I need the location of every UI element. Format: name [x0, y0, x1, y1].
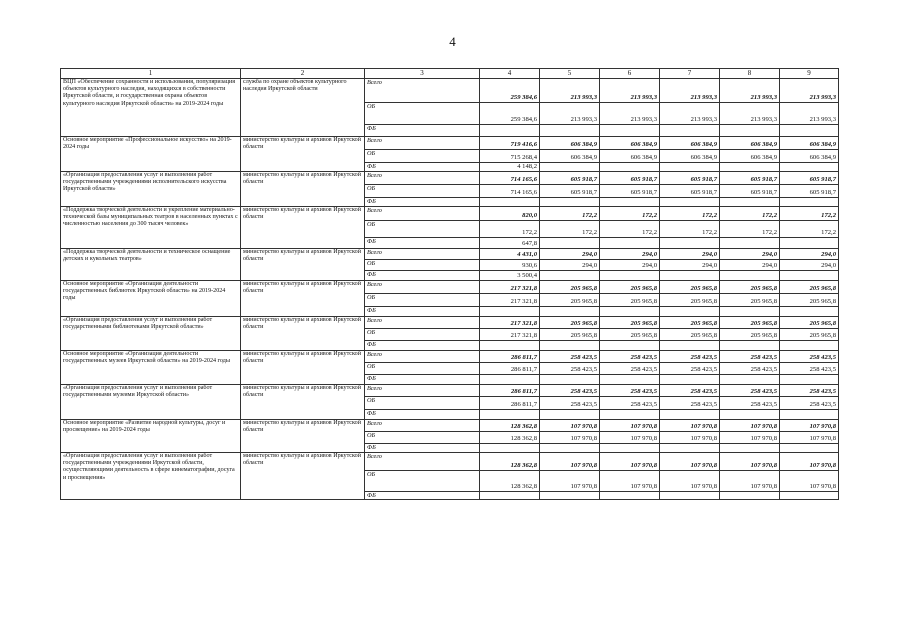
amount-cell: 107 970,8: [600, 432, 660, 444]
amount-cell: 258 423,5: [600, 385, 660, 397]
amount-cell: 4 148,2: [480, 163, 540, 172]
amount-cell: [660, 410, 720, 420]
program-name: «Организация предоставления услуг и выполнения работ государственными учреждениями Иркутской области, осуществляющими деятельность в сфере кинематографии, досуга и просвещения»: [61, 453, 241, 500]
amount-cell: 205 965,8: [780, 294, 839, 307]
funding-source: ФБ: [365, 163, 480, 172]
amount-cell: 217 321,8: [480, 329, 540, 341]
table-row: [61, 207, 839, 221]
amount-cell: 172,2: [540, 221, 600, 238]
program-name: Основное мероприятие «Организация деятельности государственных библиотек Иркутской области» на 2019-2024 годы: [61, 281, 241, 317]
amount-cell: 213 993,3: [780, 79, 839, 103]
responsible-executor: министерство культуры и архивов Иркутской области: [241, 317, 365, 351]
responsible-executor: министерство культуры и архивов Иркутской области: [241, 351, 365, 385]
column-header: 4: [480, 69, 540, 79]
amount-cell: 205 965,8: [660, 329, 720, 341]
funding-source: ОБ: [365, 363, 480, 375]
funding-source: ОБ: [365, 185, 480, 198]
program-name: «Организация предоставления услуг и выполнения работ государственными библиотеками Иркутской области»: [61, 317, 241, 351]
amount-cell: [660, 307, 720, 317]
table-row: [61, 249, 839, 260]
funding-source: ОБ: [365, 260, 480, 271]
amount-cell: 715 268,4: [480, 150, 540, 163]
amount-cell: 213 993,3: [720, 103, 780, 125]
amount-cell: [540, 444, 600, 453]
funding-source: ФБ: [365, 410, 480, 420]
amount-cell: 259 384,6: [480, 79, 540, 103]
amount-cell: 205 965,8: [780, 281, 839, 294]
funding-source: ФБ: [365, 444, 480, 453]
amount-cell: 205 965,8: [540, 329, 600, 341]
amount-cell: 258 423,5: [720, 351, 780, 363]
amount-cell: 128 362,8: [480, 432, 540, 444]
amount-cell: 258 423,5: [660, 397, 720, 410]
responsible-executor: министерство культуры и архивов Иркутской области: [241, 453, 365, 500]
amount-cell: 605 918,7: [600, 172, 660, 185]
amount-cell: 213 993,3: [660, 79, 720, 103]
budget-table: [60, 68, 839, 500]
table-row: [61, 453, 839, 471]
responsible-executor: министерство культуры и архивов Иркутской области: [241, 281, 365, 317]
funding-source: Всего: [365, 453, 480, 471]
program-name: «Организация предоставления услуг и выполнения работ государственными музеями Иркутской области»: [61, 385, 241, 420]
amount-cell: [660, 238, 720, 249]
amount-cell: 258 423,5: [660, 385, 720, 397]
program-name: ВЦП «Обеспечение сохранности и использования, популяризация объектов культурного наследия, находящихся в собственности Иркутской области, и государственная охрана объектов культурного наследия Иркутской области» на 2019-2024 годы: [61, 79, 241, 137]
amount-cell: [720, 375, 780, 385]
amount-cell: [660, 341, 720, 351]
amount-cell: [720, 410, 780, 420]
funding-source: ОБ: [365, 221, 480, 238]
amount-cell: 605 918,7: [540, 185, 600, 198]
amount-cell: [780, 198, 839, 207]
table-row: [61, 385, 839, 397]
amount-cell: [780, 271, 839, 281]
amount-cell: 205 965,8: [780, 317, 839, 329]
amount-cell: 217 321,8: [480, 281, 540, 294]
funding-source: Всего: [365, 385, 480, 397]
amount-cell: 107 970,8: [780, 471, 839, 492]
amount-cell: 107 970,8: [660, 453, 720, 471]
amount-cell: 128 362,8: [480, 453, 540, 471]
amount-cell: 107 970,8: [540, 471, 600, 492]
amount-cell: 213 993,3: [600, 103, 660, 125]
amount-cell: 205 965,8: [720, 329, 780, 341]
funding-source: Всего: [365, 79, 480, 103]
funding-source: Всего: [365, 317, 480, 329]
amount-cell: 205 965,8: [660, 317, 720, 329]
table-row: [61, 317, 839, 329]
amount-cell: [480, 492, 540, 500]
funding-source: ФБ: [365, 307, 480, 317]
amount-cell: 107 970,8: [600, 471, 660, 492]
amount-cell: 719 416,6: [480, 137, 540, 150]
amount-cell: [540, 163, 600, 172]
amount-cell: 217 321,8: [480, 317, 540, 329]
funding-source: ОБ: [365, 432, 480, 444]
page-number: 4: [449, 34, 456, 49]
amount-cell: 258 423,5: [600, 363, 660, 375]
amount-cell: [480, 410, 540, 420]
funding-source: Всего: [365, 172, 480, 185]
amount-cell: [780, 375, 839, 385]
amount-cell: 213 993,3: [540, 103, 600, 125]
amount-cell: 107 970,8: [660, 471, 720, 492]
amount-cell: [480, 125, 540, 137]
amount-cell: 294,0: [540, 249, 600, 260]
amount-cell: 128 362,8: [480, 471, 540, 492]
amount-cell: [780, 238, 839, 249]
amount-cell: [720, 341, 780, 351]
funding-source: Всего: [365, 137, 480, 150]
table-row: [61, 281, 839, 294]
amount-cell: [600, 238, 660, 249]
amount-cell: 294,0: [720, 260, 780, 271]
amount-cell: 107 970,8: [600, 420, 660, 432]
program-name: Основное мероприятие «Развитие народной культуры, досуг и просвещение» на 2019-2024 годы: [61, 420, 241, 453]
funding-source: ОБ: [365, 294, 480, 307]
amount-cell: 205 965,8: [540, 317, 600, 329]
funding-source: Всего: [365, 420, 480, 432]
program-name: Основное мероприятие «Профессиональное искусство» на 2019-2024 годы: [61, 137, 241, 172]
amount-cell: 213 993,3: [660, 103, 720, 125]
amount-cell: 205 965,8: [780, 329, 839, 341]
table-row: [61, 420, 839, 432]
amount-cell: 107 970,8: [660, 432, 720, 444]
funding-source: ФБ: [365, 198, 480, 207]
amount-cell: 286 811,7: [480, 363, 540, 375]
column-header: 8: [720, 69, 780, 79]
amount-cell: 172,2: [600, 207, 660, 221]
amount-cell: [540, 410, 600, 420]
amount-cell: 205 965,8: [540, 281, 600, 294]
amount-cell: 172,2: [780, 221, 839, 238]
amount-cell: [720, 444, 780, 453]
amount-cell: [480, 198, 540, 207]
amount-cell: 606 384,9: [540, 150, 600, 163]
amount-cell: [600, 444, 660, 453]
amount-cell: 172,2: [720, 221, 780, 238]
amount-cell: 205 965,8: [600, 329, 660, 341]
column-header: 6: [600, 69, 660, 79]
amount-cell: 605 918,7: [540, 172, 600, 185]
amount-cell: 217 321,8: [480, 294, 540, 307]
amount-cell: [600, 163, 660, 172]
responsible-executor: служба по охране объектов культурного наследия Иркутской области: [241, 79, 365, 137]
amount-cell: 605 918,7: [660, 172, 720, 185]
funding-source: ОБ: [365, 471, 480, 492]
amount-cell: 213 993,3: [720, 79, 780, 103]
amount-cell: [780, 307, 839, 317]
amount-cell: 172,2: [600, 221, 660, 238]
amount-cell: [540, 125, 600, 137]
funding-source: Всего: [365, 249, 480, 260]
amount-cell: 4 431,0: [480, 249, 540, 260]
amount-cell: 205 965,8: [720, 281, 780, 294]
amount-cell: 258 423,5: [720, 397, 780, 410]
amount-cell: 258 423,5: [660, 351, 720, 363]
funding-source: ФБ: [365, 492, 480, 500]
amount-cell: 606 384,9: [540, 137, 600, 150]
amount-cell: [540, 375, 600, 385]
amount-cell: [720, 307, 780, 317]
amount-cell: 258 423,5: [780, 385, 839, 397]
column-header: 1: [61, 69, 241, 79]
amount-cell: [660, 375, 720, 385]
amount-cell: [540, 341, 600, 351]
amount-cell: 606 384,9: [780, 150, 839, 163]
amount-cell: 258 423,5: [780, 351, 839, 363]
amount-cell: [660, 492, 720, 500]
amount-cell: [600, 198, 660, 207]
funding-source: ФБ: [365, 271, 480, 281]
amount-cell: 294,0: [780, 260, 839, 271]
table-row: [61, 172, 839, 185]
responsible-executor: министерство культуры и архивов Иркутской области: [241, 249, 365, 281]
amount-cell: 294,0: [600, 260, 660, 271]
funding-source: Всего: [365, 281, 480, 294]
amount-cell: 258 423,5: [600, 351, 660, 363]
column-header: 3: [365, 69, 480, 79]
amount-cell: [540, 492, 600, 500]
amount-cell: 258 423,5: [780, 363, 839, 375]
amount-cell: 258 423,5: [540, 363, 600, 375]
amount-cell: 258 423,5: [540, 397, 600, 410]
amount-cell: [600, 271, 660, 281]
amount-cell: 606 384,9: [600, 137, 660, 150]
funding-source: ОБ: [365, 397, 480, 410]
amount-cell: [660, 163, 720, 172]
amount-cell: 294,0: [780, 249, 839, 260]
amount-cell: [600, 307, 660, 317]
amount-cell: 930,6: [480, 260, 540, 271]
amount-cell: 294,0: [600, 249, 660, 260]
amount-cell: 205 965,8: [720, 294, 780, 307]
column-header: 9: [780, 69, 839, 79]
amount-cell: 605 918,7: [720, 172, 780, 185]
table-row: [61, 351, 839, 363]
responsible-executor: министерство культуры и архивов Иркутской области: [241, 420, 365, 453]
amount-cell: 605 918,7: [780, 185, 839, 198]
amount-cell: 647,8: [480, 238, 540, 249]
amount-cell: 258 423,5: [780, 397, 839, 410]
table-row: [61, 137, 839, 150]
amount-cell: 205 965,8: [600, 317, 660, 329]
program-name: Основное мероприятие «Организация деятельности государственных музеев Иркутской области» на 2019-2024 годы: [61, 351, 241, 385]
table-row: [61, 79, 839, 103]
amount-cell: [720, 125, 780, 137]
amount-cell: 605 918,7: [660, 185, 720, 198]
amount-cell: 606 384,9: [780, 137, 839, 150]
amount-cell: 605 918,7: [600, 185, 660, 198]
amount-cell: [720, 492, 780, 500]
funding-source: ФБ: [365, 238, 480, 249]
amount-cell: 205 965,8: [540, 294, 600, 307]
amount-cell: [780, 410, 839, 420]
amount-cell: 606 384,9: [660, 137, 720, 150]
amount-cell: 714 165,6: [480, 185, 540, 198]
amount-cell: 172,2: [540, 207, 600, 221]
funding-source: ФБ: [365, 125, 480, 137]
amount-cell: 606 384,9: [660, 150, 720, 163]
amount-cell: [720, 198, 780, 207]
amount-cell: 172,2: [660, 207, 720, 221]
amount-cell: 172,2: [720, 207, 780, 221]
amount-cell: 606 384,9: [720, 150, 780, 163]
amount-cell: [480, 444, 540, 453]
amount-cell: [600, 125, 660, 137]
funding-source: ФБ: [365, 375, 480, 385]
amount-cell: 213 993,3: [540, 79, 600, 103]
program-name: «Организация предоставления услуг и выполнения работ государственными учреждениями исполнительского искусства Иркутской области»: [61, 172, 241, 207]
amount-cell: 294,0: [540, 260, 600, 271]
amount-cell: 294,0: [720, 249, 780, 260]
funding-source: ФБ: [365, 341, 480, 351]
amount-cell: [540, 271, 600, 281]
amount-cell: 205 965,8: [660, 294, 720, 307]
column-header: 5: [540, 69, 600, 79]
amount-cell: 286 811,7: [480, 385, 540, 397]
amount-cell: 606 384,9: [600, 150, 660, 163]
amount-cell: 107 970,8: [780, 420, 839, 432]
amount-cell: 107 970,8: [540, 432, 600, 444]
amount-cell: 258 423,5: [720, 385, 780, 397]
amount-cell: [780, 163, 839, 172]
amount-cell: 213 993,3: [600, 79, 660, 103]
amount-cell: 172,2: [660, 221, 720, 238]
amount-cell: 172,2: [480, 221, 540, 238]
amount-cell: 107 970,8: [540, 420, 600, 432]
amount-cell: [780, 444, 839, 453]
amount-cell: 107 970,8: [660, 420, 720, 432]
amount-cell: 820,0: [480, 207, 540, 221]
amount-cell: [480, 341, 540, 351]
responsible-executor: министерство культуры и архивов Иркутской области: [241, 172, 365, 207]
amount-cell: [600, 410, 660, 420]
amount-cell: 259 384,6: [480, 103, 540, 125]
amount-cell: 107 970,8: [720, 471, 780, 492]
amount-cell: [600, 341, 660, 351]
amount-cell: [660, 271, 720, 281]
amount-cell: [720, 238, 780, 249]
amount-cell: 205 965,8: [600, 294, 660, 307]
amount-cell: [720, 163, 780, 172]
funding-source: ОБ: [365, 329, 480, 341]
responsible-executor: министерство культуры и архивов Иркутской области: [241, 385, 365, 420]
column-header: 2: [241, 69, 365, 79]
amount-cell: 605 918,7: [780, 172, 839, 185]
column-header: 7: [660, 69, 720, 79]
amount-cell: 107 970,8: [720, 432, 780, 444]
funding-source: Всего: [365, 351, 480, 363]
amount-cell: [780, 125, 839, 137]
amount-cell: [540, 307, 600, 317]
amount-cell: 714 165,6: [480, 172, 540, 185]
amount-cell: 258 423,5: [540, 385, 600, 397]
amount-cell: 107 970,8: [720, 453, 780, 471]
amount-cell: [600, 375, 660, 385]
amount-cell: 258 423,5: [600, 397, 660, 410]
amount-cell: [780, 341, 839, 351]
funding-source: ОБ: [365, 150, 480, 163]
amount-cell: 107 970,8: [780, 453, 839, 471]
amount-cell: 286 811,7: [480, 351, 540, 363]
header-row: [61, 69, 839, 79]
amount-cell: 107 970,8: [600, 453, 660, 471]
funding-source: Всего: [365, 207, 480, 221]
amount-cell: 205 965,8: [660, 281, 720, 294]
amount-cell: 294,0: [660, 260, 720, 271]
amount-cell: 128 362,8: [480, 420, 540, 432]
amount-cell: 205 965,8: [720, 317, 780, 329]
amount-cell: 107 970,8: [720, 420, 780, 432]
amount-cell: 258 423,5: [540, 351, 600, 363]
amount-cell: 258 423,5: [660, 363, 720, 375]
amount-cell: [540, 238, 600, 249]
amount-cell: 107 970,8: [780, 432, 839, 444]
amount-cell: [660, 198, 720, 207]
amount-cell: 205 965,8: [600, 281, 660, 294]
responsible-executor: министерство культуры и архивов Иркутской области: [241, 137, 365, 172]
table-body: [61, 79, 839, 500]
amount-cell: [720, 271, 780, 281]
amount-cell: 606 384,9: [720, 137, 780, 150]
amount-cell: [660, 125, 720, 137]
amount-cell: [540, 198, 600, 207]
amount-cell: [660, 444, 720, 453]
responsible-executor: министерство культуры и архивов Иркутской области: [241, 207, 365, 249]
amount-cell: 286 811,7: [480, 397, 540, 410]
amount-cell: 294,0: [660, 249, 720, 260]
amount-cell: [480, 375, 540, 385]
amount-cell: 3 500,4: [480, 271, 540, 281]
amount-cell: 258 423,5: [720, 363, 780, 375]
program-name: «Поддержка творческой деятельности и укрепление материально-технической базы муниципальных театров в населенных пунктах с численностью населения до 300 тысяч человек»: [61, 207, 241, 249]
program-name: «Поддержка творческой деятельности и техническое оснащение детских и кукольных театров»: [61, 249, 241, 281]
amount-cell: 107 970,8: [540, 453, 600, 471]
amount-cell: [780, 492, 839, 500]
amount-cell: [480, 307, 540, 317]
amount-cell: 605 918,7: [720, 185, 780, 198]
amount-cell: 172,2: [780, 207, 839, 221]
funding-source: ОБ: [365, 103, 480, 125]
amount-cell: 213 993,3: [780, 103, 839, 125]
amount-cell: [600, 492, 660, 500]
